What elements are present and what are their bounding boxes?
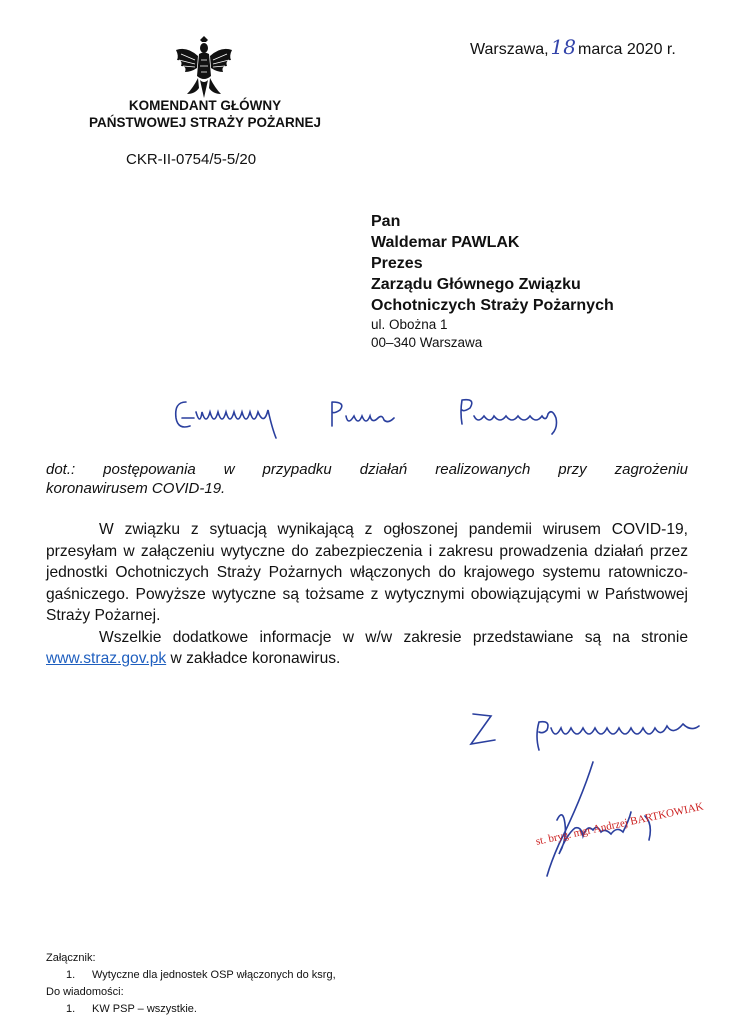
letter-body (46, 519, 688, 670)
attachment-item (46, 967, 336, 984)
issuer-block (60, 97, 350, 131)
body-paragraph-1: W związku z sytuacją wynikającą z ogłoszonej pandemii wirusem COVID-19, przesyłam w załączeniu wytyczne do zabezpieczenia i zakresu prowadzenia działań przez jednostki Ochotniczych Straży Pożarnych włączonych do krajowego systemu ratowniczo-gaśniczego. Powyższe wytyczne są tożsame z wytycznymi obowiązującymi w Państwowej Straży Pożarnej. (46, 521, 688, 624)
body-paragraph-2-text: Wszelkie dodatkowe informacje w w/w zakresie przedstawiane są na stronie (99, 628, 688, 646)
issuer-line-1: KOMENDANT GŁÓWNY (128, 98, 282, 113)
recipient-role: Prezes (371, 255, 423, 272)
attachments-section (46, 950, 336, 1018)
date-city: Warszawa, (470, 41, 549, 58)
recipient-name: Waldemar PAWLAK (371, 234, 520, 251)
cc-item-text: KW PSP – wszystkie. (92, 1003, 197, 1015)
eagle-emblem-icon (173, 36, 235, 102)
date-day-handwritten: 18 (550, 35, 576, 59)
recipient-salutation: Pan (371, 213, 401, 230)
attachment-label: Załącznik: (46, 952, 96, 964)
website-link[interactable]: www.straz.gov.pk (46, 650, 167, 667)
date-month-year: marca 2020 r. (577, 41, 676, 58)
reference-number: CKR-II-0754/5-5/20 (126, 151, 257, 168)
recipient-org-line-1: Zarządu Głównego Związku (371, 276, 581, 293)
cc-item (46, 1001, 336, 1018)
recipient-org-line-2: Ochotniczych Straży Pożarnych (371, 297, 614, 314)
body-paragraph-2-end: w zakładce koronawirus. (170, 650, 341, 667)
handwritten-greeting (172, 388, 572, 448)
recipient-address-block (371, 211, 614, 352)
recipient-street: ul. Obożna 1 (371, 317, 448, 332)
subject-line-1: dot.: postępowania w przypadku działań realizowanych przy zagrożeniu (46, 461, 688, 478)
recipient-postal-city: 00–340 Warszawa (371, 335, 483, 350)
subject-line-2: koronawirusem COVID-19. (46, 480, 226, 497)
cc-label: Do wiadomości: (46, 986, 124, 998)
signature-stamp: st. bryg. mgr Andrzej BARTKOWIAK (534, 800, 705, 848)
body-paragraph-2 (46, 627, 688, 670)
attachment-item-number: 1. (66, 969, 76, 981)
subject-line (46, 460, 688, 498)
cc-item-number: 1. (66, 1003, 76, 1015)
date-line (470, 35, 676, 59)
attachment-item-text: Wytyczne dla jednostek OSP włączonych do ksrg, (92, 969, 336, 981)
issuer-line-2: PAŃSTWOWEJ STRAŻY POŻARNEJ (88, 115, 322, 130)
